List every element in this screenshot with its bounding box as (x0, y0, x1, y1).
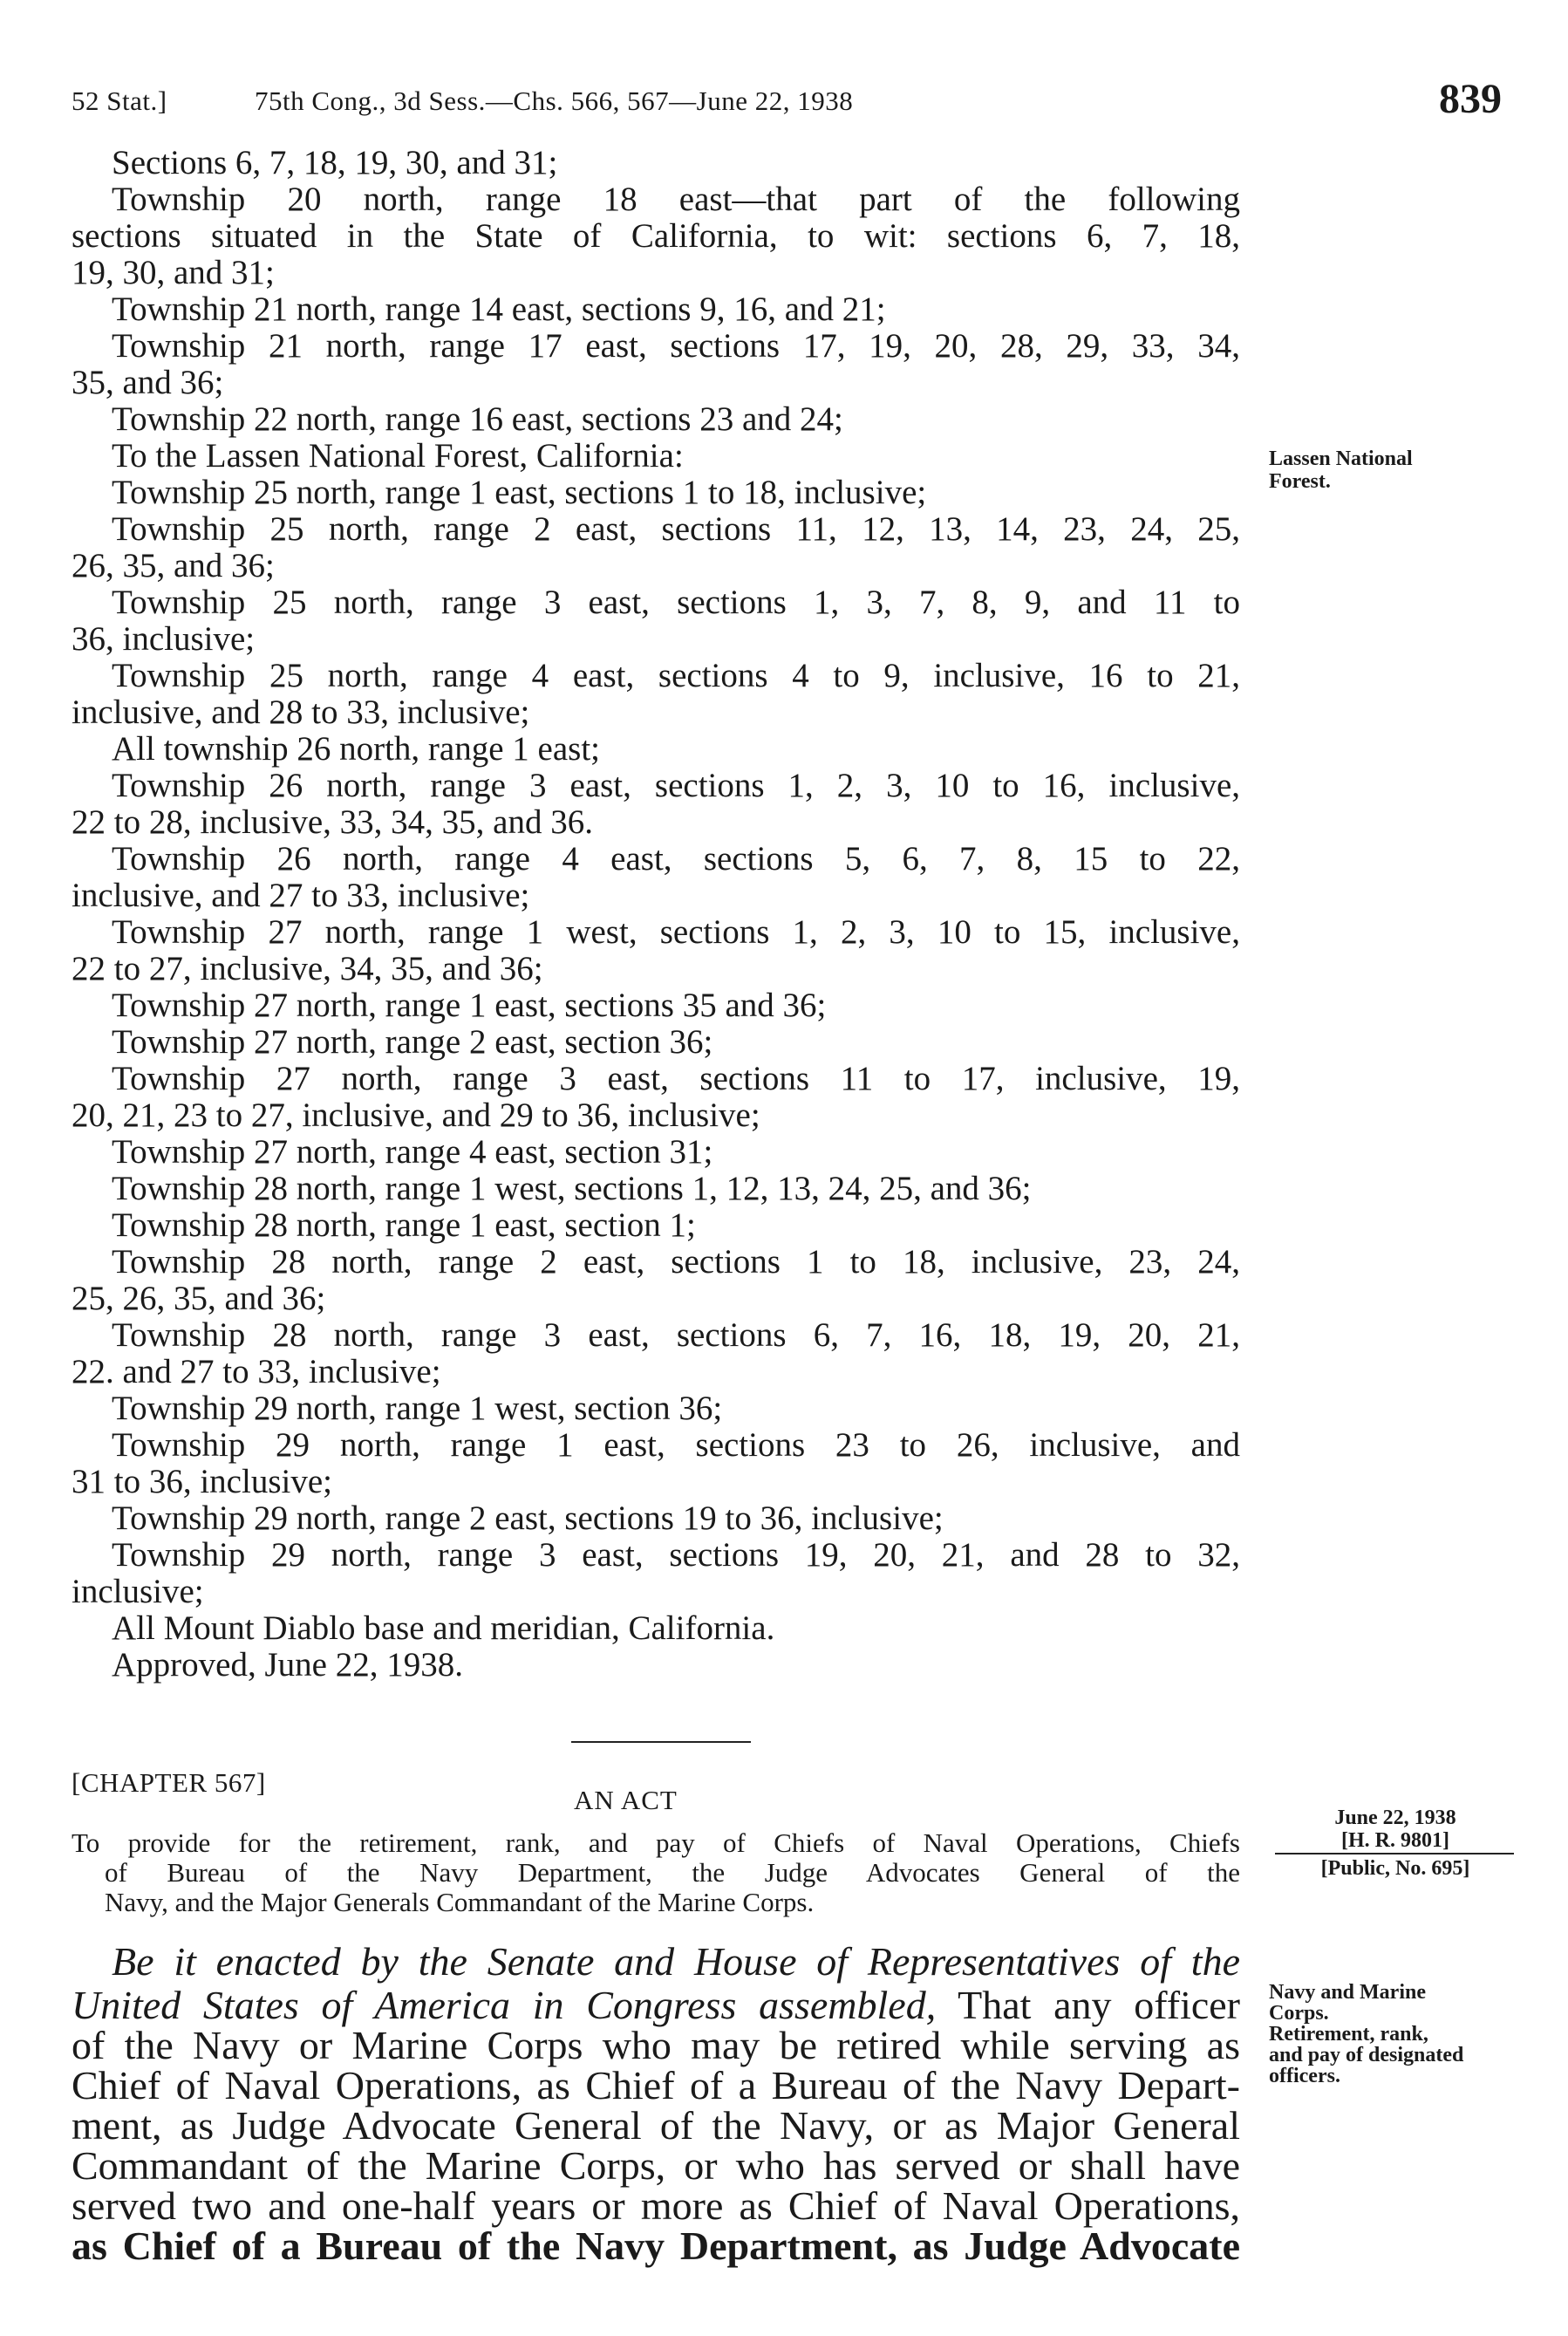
text-line: Township 25 north, range 3 east, sections 1, 3, 7, 8, 9, and 11 to (112, 584, 1240, 621)
text-line: 20, 21, 23 to 27, inclusive, and 29 to 36, inclusive; (72, 1096, 760, 1134)
text-line: Township 28 north, range 2 east, sections 1 to 18, inclusive, 23, 24, (112, 1243, 1240, 1281)
text-line: Township 29 north, range 2 east, sections 19 to 36, inclusive; (112, 1499, 944, 1537)
text-line: Township 29 north, range 3 east, sections 19, 20, 21, and 28 to 32, (112, 1536, 1240, 1574)
text-line: sections situated in the State of California, to wit: sections 6, 7, 18, (72, 217, 1240, 255)
text-line: Township 20 north, range 18 east—that part of the following (112, 181, 1240, 218)
chapter-label: [CHAPTER 567] (72, 1767, 266, 1798)
margin-note-lassen: Lassen National (1269, 447, 1413, 470)
margin-note-navy: Navy and Marine (1269, 1981, 1426, 2004)
margin-note-public: [Public, No. 695] (1320, 1857, 1470, 1880)
act-body-line: ment, as Judge Advocate General of the Navy, or as Major General (72, 2103, 1240, 2148)
act-body-line: served two and one-half years or more as Chief of Naval Operations, (72, 2183, 1240, 2228)
act-description: of Bureau of the Navy Department, the Judge Advocates General of the (105, 1857, 1240, 1888)
enacting-clause (72, 1984, 1240, 2027)
text-line: All township 26 north, range 1 east; (112, 730, 600, 768)
text-line: Township 27 north, range 1 east, sections 35 and 36; (112, 987, 827, 1024)
text-line: Township 27 north, range 3 east, sections 11 to 17, inclusive, 19, (112, 1060, 1240, 1097)
text-line: Township 21 north, range 14 east, sections 9, 16, and 21; (112, 290, 886, 328)
text-line: All Mount Diablo base and meridian, California. (112, 1609, 775, 1647)
text-line: inclusive, and 27 to 33, inclusive; (72, 877, 530, 914)
act-description: To provide for the retirement, rank, and pay of Chiefs of Naval Operations, Chiefs (72, 1827, 1240, 1858)
text-line: 22. and 27 to 33, inclusive; (72, 1353, 441, 1390)
volume-reference: 52 Stat.] (72, 85, 167, 116)
margin-note-lassen: Forest. (1269, 470, 1331, 493)
text-line: 31 to 36, inclusive; (72, 1463, 332, 1500)
act-body-line: of the Navy or Marine Corps who may be retired while serving as (72, 2023, 1240, 2067)
text-line: Township 27 north, range 2 east, section 36; (112, 1023, 713, 1061)
session-reference: 75th Cong., 3d Sess.—Chs. 566, 567—June 22, 1938 (255, 85, 854, 116)
margin-note-navy: Retirement, rank, (1269, 2023, 1428, 2046)
text-line: 35, and 36; (72, 364, 224, 401)
margin-note-navy: officers. (1269, 2065, 1340, 2087)
text-line: 25, 26, 35, and 36; (72, 1280, 326, 1317)
enacting-rest: That any officer (936, 1983, 1241, 2027)
text-line: inclusive; (72, 1573, 204, 1610)
text-line: Township 28 north, range 1 east, section 1; (112, 1206, 696, 1244)
text-line: 26, 35, and 36; (72, 547, 275, 584)
text-line: Township 28 north, range 3 east, sections 6, 7, 16, 18, 19, 20, 21, (112, 1316, 1240, 1354)
page-number: 839 (1439, 76, 1502, 122)
text-line: Township 29 north, range 1 east, sections 23 to 26, inclusive, and (112, 1426, 1240, 1464)
running-head (72, 75, 1502, 127)
text-line: inclusive, and 28 to 33, inclusive; (72, 693, 530, 731)
text-line: Township 25 north, range 4 east, sections 4 to 9, inclusive, 16 to 21, (112, 657, 1240, 694)
forest-heading: To the Lassen National Forest, California: (112, 437, 684, 475)
act-body-line: Commandant of the Marine Corps, or who has served or shall have (72, 2143, 1240, 2188)
text-line: 22 to 27, inclusive, 34, 35, and 36; (72, 950, 543, 987)
text-line: Township 22 north, range 16 east, sections 23 and 24; (112, 400, 843, 438)
section-divider (571, 1741, 751, 1743)
approval-line: Approved, June 22, 1938. (112, 1646, 463, 1684)
enacting-italic: United States of America in Congress assembled, (72, 1983, 937, 2027)
text-line: Township 26 north, range 3 east, sections 1, 2, 3, 10 to 16, inclusive, (112, 767, 1240, 804)
text-line: 22 to 28, inclusive, 33, 34, 35, and 36. (72, 803, 593, 841)
enacting-clause: Be it enacted by the Senate and House of Representatives of the (112, 1939, 1240, 1984)
text-line: 36, inclusive; (72, 620, 256, 658)
text-line: Sections 6, 7, 18, 19, 30, and 31; (112, 144, 558, 181)
margin-note-navy: Corps. (1269, 2002, 1329, 2025)
act-description: Navy, and the Major Generals Commandant of the Marine Corps. (105, 1887, 815, 1917)
margin-note-date: June 22, 1938 (1334, 1807, 1456, 1829)
text-line: Township 27 north, range 1 west, sections 1, 2, 3, 10 to 15, inclusive, (112, 913, 1240, 951)
text-line: Township 26 north, range 4 east, sections 5, 6, 7, 8, 15 to 22, (112, 840, 1240, 878)
text-line: Township 28 north, range 1 west, sections 1, 12, 13, 24, 25, and 36; (112, 1170, 1032, 1207)
text-line: 19, 30, and 31; (72, 254, 275, 291)
text-line: Township 29 north, range 1 west, section 36; (112, 1390, 723, 1427)
margin-rule (1275, 1853, 1514, 1854)
margin-note-navy: and pay of designated (1269, 2044, 1464, 2066)
text-line: Township 21 north, range 17 east, sections 17, 19, 20, 28, 29, 33, 34, (112, 327, 1240, 365)
text-line: Township 25 north, range 2 east, sections 11, 12, 13, 14, 23, 24, 25, (112, 510, 1240, 548)
text-line: Township 25 north, range 1 east, sections 1 to 18, inclusive; (112, 474, 927, 511)
text-line: Township 27 north, range 4 east, section 31; (112, 1133, 713, 1171)
act-title: AN ACT (574, 1785, 678, 1815)
margin-note-bill: [H. R. 9801] (1341, 1829, 1449, 1852)
act-body-line: Chief of Naval Operations, as Chief of a Bureau of the Navy Depart- (72, 2063, 1240, 2107)
act-body-line: as Chief of a Bureau of the Navy Department, as Judge Advocate (72, 2223, 1240, 2268)
